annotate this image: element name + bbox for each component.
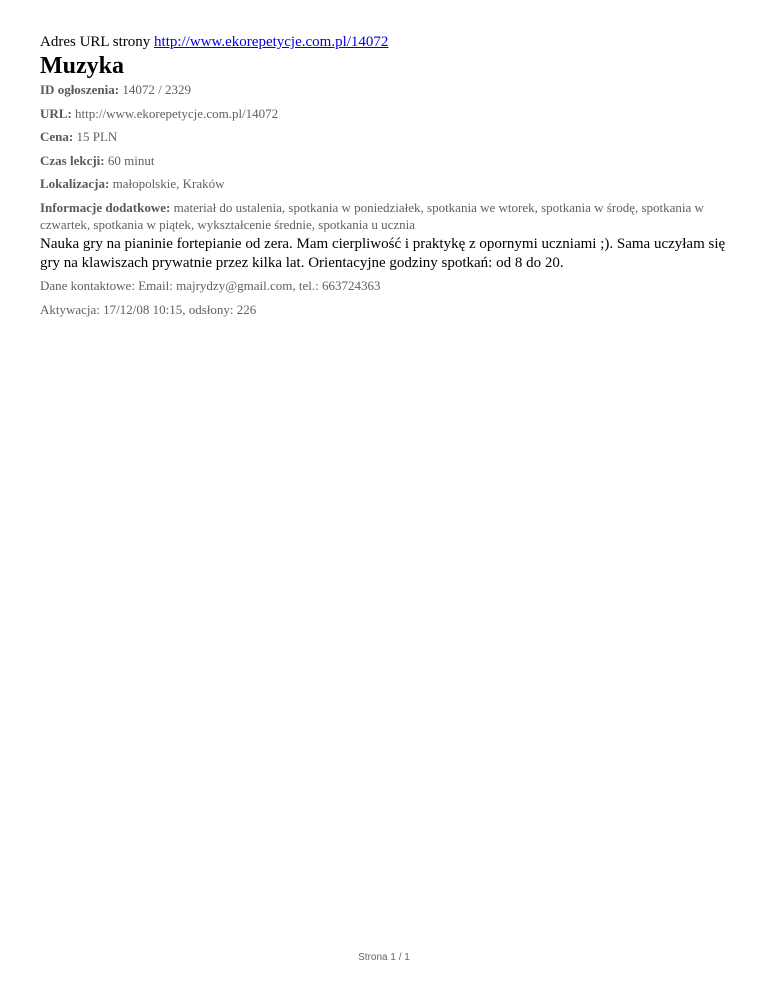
- location-label: Lokalizacja:: [40, 176, 110, 191]
- additional-info-value: materiał do ustalenia, spotkania w poniedziałek, spotkania we wtorek, spotkania w środę, spotkania w czwartek, spotkania w piątek, wykształcenie średnie, spotkania u ucznia: [40, 200, 704, 232]
- ad-id-label: ID ogłoszenia:: [40, 82, 120, 97]
- additional-info-field: [40, 199, 730, 233]
- lesson-duration-label: Czas lekcji:: [40, 153, 105, 168]
- source-url-line: [40, 33, 388, 51]
- source-url-prefix: Adres URL strony: [40, 34, 151, 50]
- lesson-duration-value: 60 minut: [107, 153, 155, 168]
- contact-details: Dane kontaktowe: Email: majrydzy@gmail.com, tel.: 663724363: [40, 278, 381, 293]
- ad-description: Nauka gry na pianinie fortepianie od zera. Mam cierpliwość i praktykę z opornymi uczniami ;). Sama uczyłam się gry na klawiszach prywatnie przez kilka lat. Orientacyjne godziny spotkań: od 8 do 20.: [40, 236, 726, 271]
- ad-url-field: [40, 105, 278, 122]
- lesson-duration-field: [40, 152, 154, 169]
- location-field: [40, 175, 225, 192]
- ad-id-value: 14072 / 2329: [122, 82, 191, 97]
- additional-info-label: Informacje dodatkowe:: [40, 200, 171, 215]
- ad-url-value: http://www.ekorepetycje.com.pl/14072: [75, 106, 279, 121]
- ad-url-label: URL:: [40, 106, 72, 121]
- page-number-footer: Strona 1 / 1: [358, 952, 410, 963]
- price-label: Cena:: [40, 129, 74, 144]
- price-field: [40, 128, 117, 145]
- price-value: 15 PLN: [76, 129, 118, 144]
- page-title: Muzyka: [40, 53, 124, 79]
- ad-id-field: [40, 81, 191, 98]
- source-url-link[interactable]: http://www.ekorepetycje.com.pl/14072: [154, 34, 389, 50]
- location-value: małopolskie, Kraków: [112, 176, 225, 191]
- activation-info: Aktywacja: 17/12/08 10:15, odsłony: 226: [40, 302, 257, 317]
